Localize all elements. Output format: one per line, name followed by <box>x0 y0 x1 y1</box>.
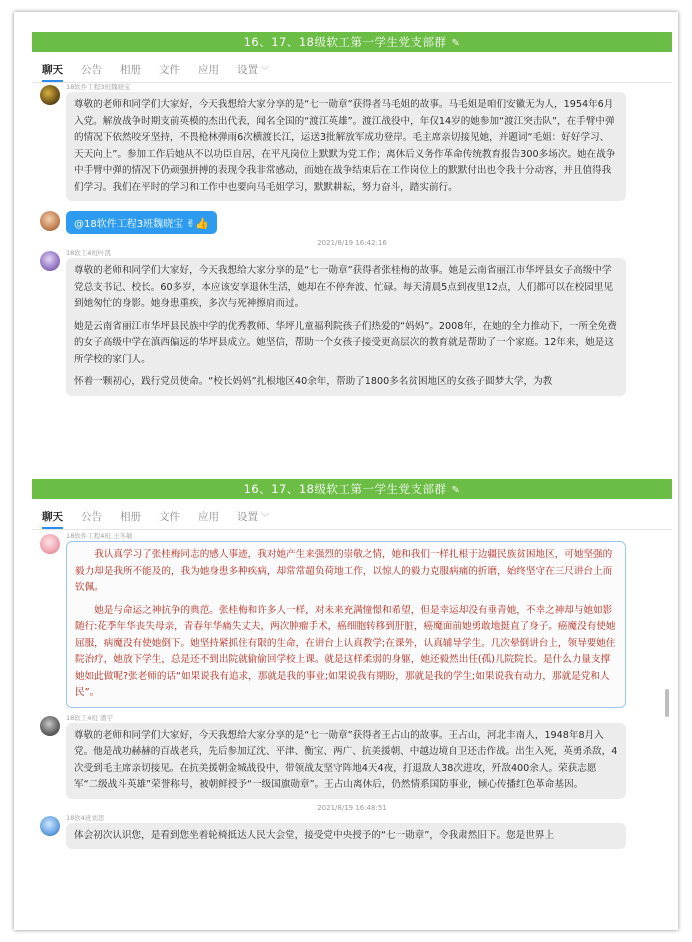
message-text: 怀着一颗初心，践行党员使命。“校长妈妈”扎根地区40余年，帮助了1800多名贫困地区的女孩子圆梦大学，为教 <box>74 376 553 387</box>
sender-name: 18软4班刘思 <box>66 813 105 822</box>
mention-bubble[interactable] <box>66 211 217 234</box>
chat-message <box>40 532 664 708</box>
group-title: 16、17、18级软工第一学生党支部群 <box>243 482 447 496</box>
tab-apps[interactable]: 应用 <box>198 64 219 76</box>
group-title-bar <box>32 479 672 499</box>
tab-settings[interactable] <box>237 509 269 529</box>
edit-pencil-icon[interactable]: ✎ <box>451 485 461 496</box>
chat-message <box>40 249 664 396</box>
tab-album[interactable]: 相册 <box>120 511 141 523</box>
message-bubble[interactable] <box>66 92 626 201</box>
victory-thumbs-up-emoji-icon: ✌👍 <box>186 217 210 230</box>
chat-window-2 <box>32 479 672 930</box>
mention-text: @18软件工程3班魏晓宝 <box>74 219 184 230</box>
avatar[interactable] <box>40 211 60 231</box>
highlighted-message-bubble[interactable] <box>66 541 626 708</box>
avatar[interactable] <box>40 816 60 836</box>
message-text: 尊敬的老师和同学们大家好，今天我想给大家分享的是“七一勋章”获得者张桂梅的故事。她是云南省丽江市华坪县女子高级中学党总支书记、校长。60多岁，本应该安享退休生活，她却在不停奔波、忙碌。每天清晨5点到夜里12点，人们都可以在校园里见到她匆忙的身影。她身患重疾，多次与死神擦肩而过。 <box>74 265 613 309</box>
chat-message <box>40 83 664 201</box>
tab-announcement[interactable]: 公告 <box>81 511 102 523</box>
message-text: 体会初次认识您，是看到您坐着轮椅抵达人民大会堂，接受党中央授予的“七一勋章”，令我肃然旧下。您是世界上 <box>74 829 555 841</box>
sender-name: 18软件工程4班 王冬敏 <box>66 532 133 540</box>
tab-album[interactable]: 相册 <box>120 64 141 76</box>
message-text: 她是云南省丽江市华坪县民族中学的优秀教师、华坪儿童福利院孩子们热爱的“妈妈”。2008年，在她的全力推动下，一所全免费的女子高级中学在滇西偏远的华坪县成立。她坚信，帮助一个女孩子接受更高层次的教育就是帮助了一个家庭。12年来，她是这所学校的家门人。 <box>74 320 617 365</box>
message-text: 她是与命运之神抗争的典范。张桂梅和许多人一样，对未来充满憧憬和希望，但是幸运却没有垂青她，不幸之神却与她如影随行:花季年华丧失母亲，青春年华痛失丈夫，两次肿瘤手术，癌细胞转移到肝脏，癌魔面前她勇敢地挺直了身子。癌魔没有使她屈服，病魔没有使她倒下。她坚持紧抓住有限的生命，在讲台上认真教学;在课外，认真辅导学生。几次晕倒讲台上，领导要她住院治疗，她放下学生，总是还不到出院就偷偷回学校上课。就是这样柔弱的身躯，她还毅然出任(孤)儿院院长。是什么力量支撑她如此做呢?张老师的话“如果说我有追求，那就是我的事业;如果说我有期盼，那就是我的学生;如果说我有动力，那就是党和人民”。 <box>75 604 616 698</box>
tab-files[interactable]: 文件 <box>159 64 180 76</box>
message-bubble[interactable] <box>66 823 626 850</box>
tab-files[interactable]: 文件 <box>159 511 180 523</box>
message-text: 我认真学习了张桂梅同志的感人事迹，我对她产生来强烈的崇敬之情，她和我们一样扎根于边疆民族贫困地区，可她坚强的毅力却是我所不能及的，我为她身患多种疾病，却常常超负荷地工作，以惊人的毅力克服病痛的折磨，始终坚守在三尺讲台上而钦佩。 <box>75 549 613 593</box>
tab-chat[interactable]: 聊天 <box>42 509 63 529</box>
message-text: 尊敬的老师和同学们大家好，今天我想给大家分享的是“七一勋章”获得者马毛姐的故事。马毛姐是咱们安徽无为人，1954年6月入党。解放战争时期支前英模的杰出代表，闻名全国的“渡江英雄”。渡江战役中，年仅14岁的她参加“渡江突击队”，在手臂中弹的情况下依然咬牙坚持，不畏枪林弹雨6次横渡长江，运送3批解放军成功登岸。毛主席亲切接见她，并题词“毛姐：好好学习、天天向上”。参加工作后她从不以功臣自居，在平凡岗位上默默为党工作；离休后义务作革命传统教育报告300多场次。她在战争中手臂中弹的情况下仍顽强拼搏的表现令我非常感动，而她在战争结束后在工作岗位上的默默付出也令我十分动容，并且值得我们学习。我们在平时的学习和工作中也要向马毛姐学习，默默耕耘，努力奋斗，踏实前行。 <box>74 99 616 193</box>
message-list[interactable] <box>32 532 672 849</box>
scrollbar-thumb[interactable] <box>665 689 669 717</box>
sender-name: 18软工4班 潘宇 <box>66 713 113 722</box>
chevron-down-icon: ﹀ <box>261 66 269 75</box>
tab-settings[interactable] <box>237 62 269 82</box>
tab-bar <box>32 57 672 83</box>
avatar[interactable] <box>40 534 60 554</box>
chevron-down-icon: ﹀ <box>261 513 269 522</box>
avatar[interactable] <box>40 251 60 271</box>
message-bubble[interactable] <box>66 723 626 799</box>
edit-pencil-icon[interactable]: ✎ <box>451 38 461 49</box>
settings-label: 设置 <box>237 64 258 76</box>
message-list[interactable] <box>32 83 672 396</box>
message-bubble[interactable] <box>66 258 626 396</box>
avatar[interactable] <box>40 85 60 105</box>
sender-name: 18软工4班叶凯 <box>66 249 111 257</box>
group-title: 16、17、18级软工第一学生党支部群 <box>243 35 447 49</box>
chat-message <box>40 714 664 799</box>
chat-window-1 <box>32 32 672 468</box>
group-title-bar <box>32 32 672 52</box>
message-timestamp: 2021/8/19 16:48:51 <box>317 803 387 812</box>
chat-message <box>40 209 664 234</box>
tab-bar <box>32 504 672 530</box>
avatar[interactable] <box>40 716 60 736</box>
tab-announcement[interactable]: 公告 <box>81 64 102 76</box>
screenshot-frame <box>14 12 678 930</box>
message-text: 尊敬的老师和同学们大家好，今天我想给大家分享的是“七一勋章”获得者王占山的故事。王占山，河北丰南人，1948年8月入党。他是战功赫赫的百战老兵，先后参加辽沈、平津、衡宝、两广、抗美援朝、中越边境自卫还击作战。出生入死，英勇杀敌，4次受到毛主席亲切接见。在抗美援朝金城战役中，带领战友坚守阵地4天4夜，打退敌人38次进攻，歼敌400余人。荣获志愿军“二级战斗英雄”荣誉称号，被朝鲜授予“一级国旗勋章”。王占山离休后，仍然情系国防事业，倾心传播红色革命基因。 <box>74 729 618 790</box>
message-timestamp: 2021/8/19 16:42:16 <box>317 239 387 247</box>
tab-chat[interactable]: 聊天 <box>42 62 63 82</box>
chat-message <box>40 814 664 850</box>
settings-label: 设置 <box>237 511 258 523</box>
tab-apps[interactable]: 应用 <box>198 511 219 523</box>
sender-name: 18软件工程3班魏晓宝 <box>66 83 131 91</box>
